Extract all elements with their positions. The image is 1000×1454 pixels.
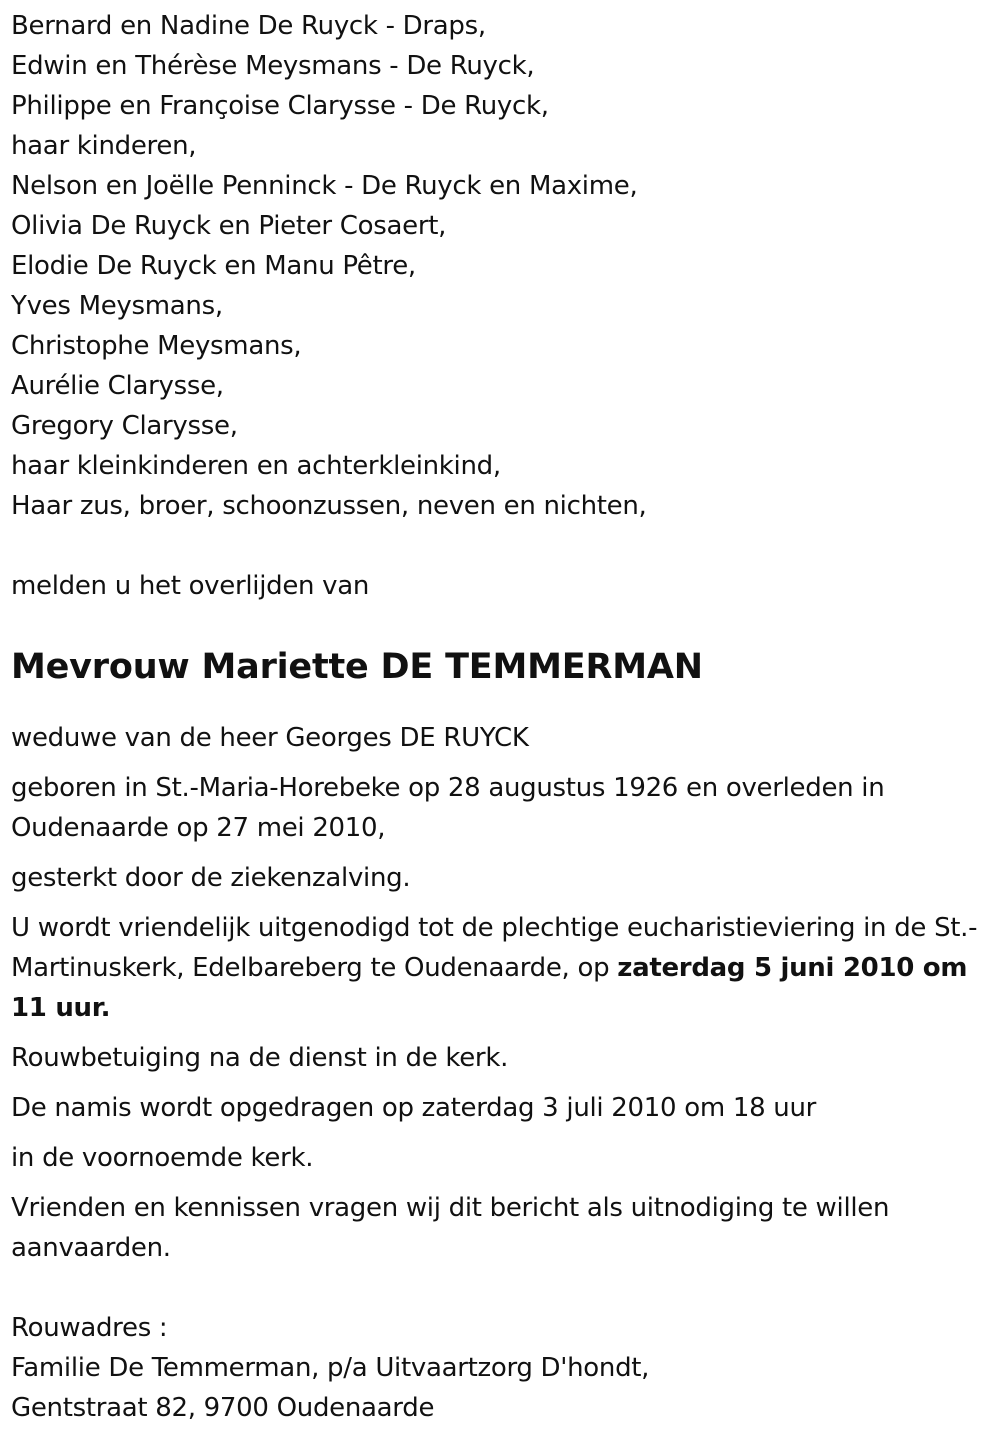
invitation xyxy=(11,908,991,1028)
family-line: Elodie De Ruyck en Manu Pêtre, xyxy=(11,251,416,281)
family-list xyxy=(11,6,991,526)
family-line: Aurélie Clarysse, xyxy=(11,371,224,401)
family-line: haar kinderen, xyxy=(11,131,197,161)
closing: Vrienden en kennissen vragen wij dit bericht als uitnodiging te willen aanvaarden. xyxy=(11,1193,890,1263)
family-line: Christophe Meysmans, xyxy=(11,331,302,361)
family-line: Bernard en Nadine De Ruyck - Draps, xyxy=(11,11,486,41)
family-line: Philippe en Françoise Clarysse - De Ruyck, xyxy=(11,91,549,121)
memorial-location: in de voornoemde kerk. xyxy=(11,1143,314,1173)
deceased-name: Mevrouw Mariette DE TEMMERMAN xyxy=(11,647,703,687)
obituary-notice xyxy=(11,6,991,1428)
family-line: Haar zus, broer, schoonzussen, neven en nichten, xyxy=(11,491,647,521)
service-date-time: zaterdag 5 juni 2010 om 11 uur. xyxy=(11,953,968,1023)
family-line: Edwin en Thérèse Meysmans - De Ruyck, xyxy=(11,51,535,81)
sacrament: gesterkt door de ziekenzalving. xyxy=(11,863,411,893)
address-line-2: Gentstraat 82, 9700 Oudenaarde xyxy=(11,1393,435,1423)
address-label: Rouwadres : xyxy=(11,1313,168,1343)
family-line: Nelson en Joëlle Penninck - De Ruyck en Maxime, xyxy=(11,171,638,201)
family-line: Gregory Clarysse, xyxy=(11,411,238,441)
invitation-text: U wordt vriendelijk uitgenodigd tot de plechtige eucharistieviering in de St.-Martinuskerk, Edelbareberg te Oudenaarde, op xyxy=(11,913,978,983)
mourning-address xyxy=(11,1308,991,1428)
birth-death: geboren in St.-Maria-Horebeke op 28 augustus 1926 en overleden in Oudenaarde op 27 mei 2010, xyxy=(11,773,885,843)
memorial-mass: De namis wordt opgedragen op zaterdag 3 juli 2010 om 18 uur xyxy=(11,1093,817,1123)
family-line: Yves Meysmans, xyxy=(11,291,223,321)
family-line: haar kleinkinderen en achterkleinkind, xyxy=(11,451,501,481)
announcement: melden u het overlijden van xyxy=(11,571,370,601)
family-line: Olivia De Ruyck en Pieter Cosaert, xyxy=(11,211,447,241)
condolences: Rouwbetuiging na de dienst in de kerk. xyxy=(11,1043,509,1073)
address-line-1: Familie De Temmerman, p/a Uitvaartzorg D'hondt, xyxy=(11,1353,650,1383)
widow-of: weduwe van de heer Georges DE RUYCK xyxy=(11,723,529,753)
